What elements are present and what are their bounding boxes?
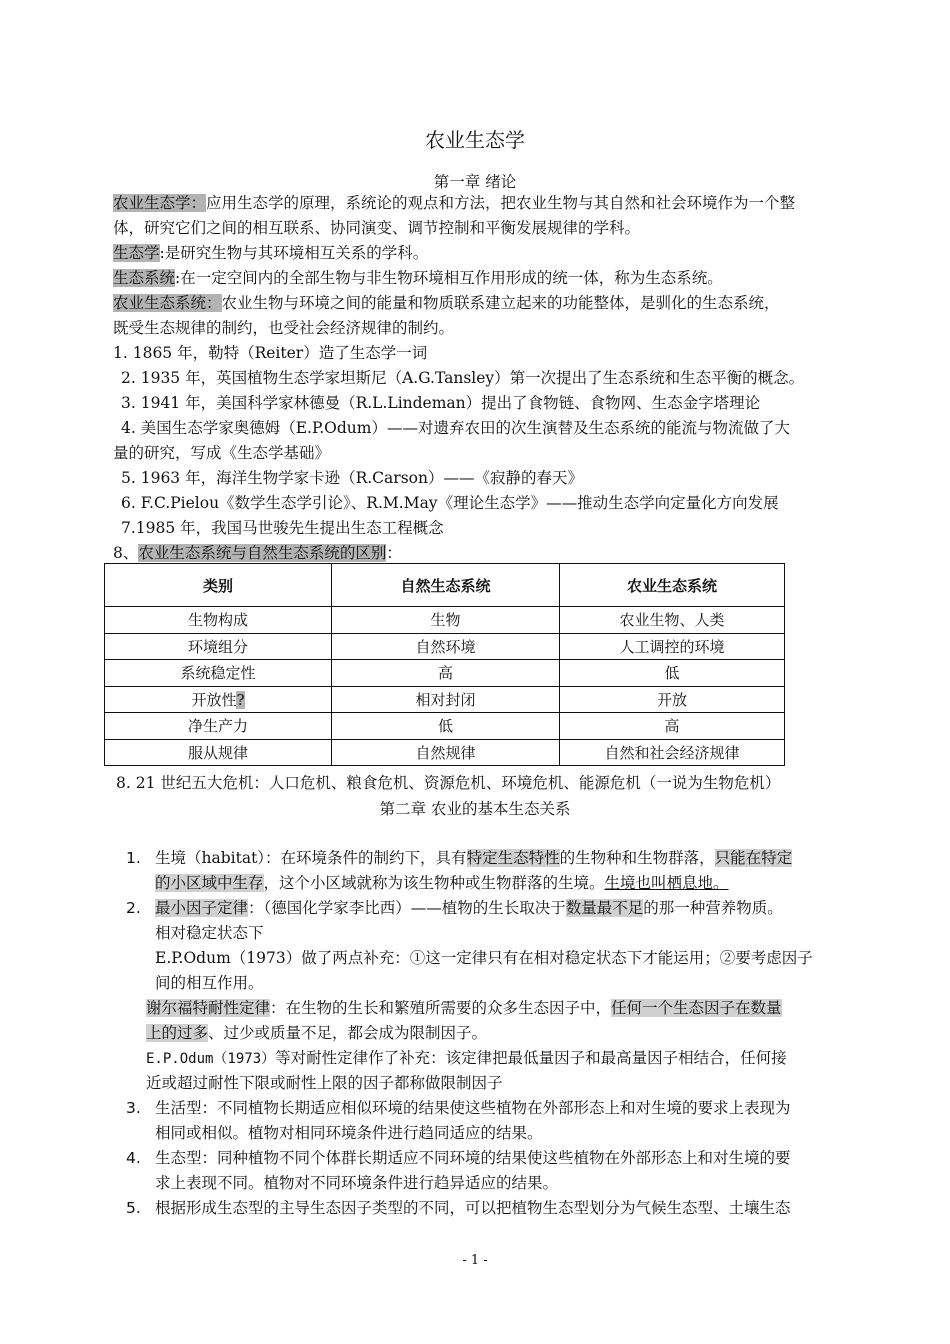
table-cell: 人工调控的环境 — [560, 633, 785, 660]
table-cell: 低 — [560, 660, 785, 687]
item-5-line-1: 根据形成生态型的主导生态因子类型的不同，可以把植物生态型划分为气候生态型、土壤生态 — [155, 1199, 791, 1217]
comparison-table — [104, 563, 785, 766]
column-header: 类别 — [105, 564, 332, 607]
table-header-row — [105, 564, 785, 607]
page-number: - 1 - — [462, 1253, 488, 1268]
history-item-2: 2. 1935 年，英国植物生态学家坦斯尼（A.G.Tansley）第一次提出了生态系统和生态平衡的概念。 — [121, 369, 805, 387]
history-item-3: 3. 1941 年，美国科学家林德曼（R.L.Lindeman）提出了食物链、食物网、生态金字塔理论 — [121, 394, 761, 412]
item-2-line-3: E.P.Odum（1973）做了两点补充：①这一定律只有在相对稳定状态下才能运用；②要考虑因子 — [155, 949, 813, 967]
history-item-5: 5. 1963 年，海洋生物学家卡逊（R.Carson）——《寂静的春天》 — [121, 469, 583, 487]
table-row — [105, 607, 785, 634]
definition-ecology: 生态学:是研究生物与其环境相互关系的学科。 — [113, 244, 429, 262]
item-3-line-2: 相同或相似。植物对相同环境条件进行趋同适应的结果。 — [155, 1124, 543, 1142]
item-number: 3. — [126, 1099, 141, 1117]
column-header: 农业生态系统 — [560, 564, 785, 607]
item-2-line-5: 谢尔福特耐性定律：在生物的生长和繁殖所需要的众多生态因子中，任何一个生态因子在数量 — [146, 999, 782, 1017]
chapter-1-heading: 第一章 绪论 — [433, 173, 517, 191]
history-item-4: 4. 美国生态学家奥德姆（E.P.Odum）——对遗弃农田的次生演替及生态系统的能流与物流做了大 — [121, 419, 790, 437]
item-2-line-2: 相对稳定状态下 — [155, 924, 264, 942]
item-4-line-1: 生态型：同种植物不同个体群长期适应不同环境的结果使这些植物在外部形态上和对生境的要 — [155, 1149, 791, 1167]
term-comparison: 农业生态系统与自然生态系统的区别 — [138, 544, 387, 562]
table-cell: 开放 — [560, 686, 785, 713]
definition-agroecology-cont: 体，研究它们之间的相互联系、协同演变、调节控制和平衡发展规律的学科。 — [113, 219, 641, 237]
term-ecology: 生态学 — [113, 244, 160, 262]
term-ecosystem: 生态系统 — [113, 269, 176, 287]
table-cell: 开放性? — [105, 686, 332, 713]
history-item-4-cont: 量的研究，写成《生态学基础》 — [113, 444, 331, 462]
page-title: 农业生态学 — [425, 128, 525, 152]
item-number: 5. — [126, 1199, 141, 1217]
table-cell: 农业生物、人类 — [560, 607, 785, 634]
definition-agroecology: 农业生态学：应用生态学的原理，系统论的观点和方法，把农业生物与其自然和社会环境作为一个整 — [113, 194, 796, 212]
table-cell: 生物 — [332, 607, 560, 634]
table-cell: 环境组分 — [105, 633, 332, 660]
item-1-line-2: 的小区域中生存，这个小区域就称为该生物种或生物群落的生境。生境也叫栖息地。 — [155, 874, 729, 892]
chapter-2-heading: 第二章 农业的基本生态关系 — [379, 800, 571, 818]
history-item-1: 1. 1865 年，勒特（Reiter）造了生态学一词 — [113, 344, 428, 362]
table-cell: 自然和社会经济规律 — [560, 739, 785, 766]
definition-ecosystem: 生态系统:在一定空间内的全部生物与非生物环境相互作用形成的统一体，称为生态系统。 — [113, 269, 723, 287]
item-4-line-2: 求上表现不同。植物对不同环境条件进行趋异适应的结果。 — [155, 1174, 559, 1192]
item-3-line-1: 生活型：不同植物长期适应相似环境的结果使这些植物在外部形态上和对生境的要求上表现为 — [155, 1099, 791, 1117]
table-cell: 净生产力 — [105, 713, 332, 740]
term-agroecosystem: 农业生态系统： — [113, 294, 222, 312]
item-number: 2. — [126, 899, 141, 917]
definition-agroecosystem-cont: 既受生态规律的制约，也受社会经济规律的制约。 — [113, 319, 455, 337]
table-cell: 系统稳定性 — [105, 660, 332, 687]
table-cell: 自然环境 — [332, 633, 560, 660]
history-item-7: 7.1985 年，我国马世骏先生提出生态工程概念 — [121, 519, 444, 537]
item-2-line-6: 上的过多、过少或质量不足，都会成为限制因子。 — [146, 1024, 488, 1042]
table-cell: 低 — [332, 713, 560, 740]
table-intro: 8、农业生态系统与自然生态系统的区别： — [113, 544, 402, 562]
table-row — [105, 739, 785, 766]
table-cell: 生物构成 — [105, 607, 332, 634]
item-2-line-1: 最小因子定律：（德国化学家李比西）——植物的生长取决于数量最不足的那一种营养物质。 — [155, 899, 783, 917]
item-2-line-8: 近或超过耐性下限或耐性上限的因子都称做限制因子 — [146, 1074, 503, 1092]
table-row — [105, 713, 785, 740]
item-1-line-1: 生境（habitat）：在环境条件的制约下，具有特定生态特性的生物种和生物群落，只能在特定 — [155, 849, 793, 867]
definition-agroecosystem: 农业生态系统：农业生物与环境之间的能量和物质联系建立起来的功能整体，是驯化的生态系统， — [113, 294, 780, 312]
question-mark: ? — [236, 690, 245, 709]
item-number: 1. — [126, 849, 141, 867]
table-cell: 服从规律 — [105, 739, 332, 766]
history-item-6: 6. F.C.Pielou《数学生态学引论》、R.M.May《理论生态学》——推动生态学向定量化方向发展 — [121, 494, 779, 512]
item-2-line-7: E.P.Odum（1973）等对耐性定律作了补充：该定律把最低量因子和最高量因子相结合，任何接 — [146, 1049, 787, 1067]
table-cell: 自然规律 — [332, 739, 560, 766]
column-header: 自然生态系统 — [332, 564, 560, 607]
table-cell: 高 — [332, 660, 560, 687]
item-number: 4. — [126, 1149, 141, 1167]
table-row — [105, 660, 785, 687]
crises-line: 8. 21 世纪五大危机：人口危机、粮食危机、资源危机、环境危机、能源危机（一说为生物危机） — [116, 774, 781, 792]
item-2-line-4: 间的相互作用。 — [155, 974, 264, 992]
table-row — [105, 686, 785, 713]
term-agroecology: 农业生态学： — [113, 194, 207, 212]
table-cell: 高 — [560, 713, 785, 740]
table-row — [105, 633, 785, 660]
table-cell: 相对封闭 — [332, 686, 560, 713]
